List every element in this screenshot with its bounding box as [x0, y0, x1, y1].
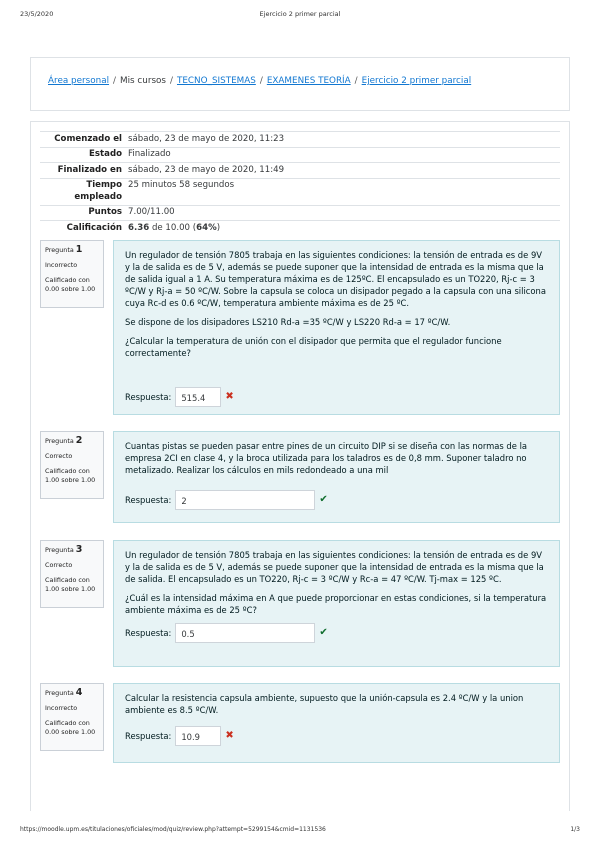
question-label: Pregunta [45, 689, 74, 697]
summary-value: 7.00/11.00 [125, 205, 560, 221]
question-text: Cuantas pistas se pueden pasar entre pines de un circuito DIP si se diseña con las normas de la empresa 2CI en clase 4, y la broca utilizada para los taladros es de 0,8 mm. Suponer taladro no metalizado. Realizar los cálculos en mils redondeado a una mil [125, 441, 528, 475]
question-state: Incorrecto [45, 261, 78, 269]
question-text: Calcular la resistencia capsula ambiente, supuesto que la unión-capsula es 2.4 ºC/W y la union ambiente es 8.5 ºC/W. [125, 693, 524, 715]
question-2-info [40, 431, 104, 499]
summary-label: Finalizado en [40, 163, 125, 179]
breadcrumb-separator: / [354, 76, 358, 86]
answer-row [125, 623, 548, 643]
summary-label: Tiempo empleado [40, 178, 125, 205]
answer-field[interactable]: 2 [175, 490, 315, 510]
print-header [20, 10, 580, 20]
print-title: Ejercicio 2 primer parcial [259, 10, 341, 18]
summary-label: Puntos [40, 205, 125, 221]
print-url: https://moodle.upm.es/titulaciones/oficiales/mod/quiz/review.php?attempt=5299154&cmid=1131536 [20, 826, 326, 833]
summary-row-state [40, 147, 560, 163]
question-text: Un regulador de tensión 7805 trabaja en las siguientes condiciones: la tensión de entrada es de 9V y la de salida es de 5 V, además se puede suponer que la intensidad de entrada es la misma que la de salida igual a 1 A. Su temperatura máxima es de 125ºC. El encapsulado es un TO220, Rj-c = 3 ºC/W y Rj-a = 50 ºC/W. Sobre la capsula se coloca un disipador pegado a la capsula con una silicona cuya Rc-d es 0.6 ºC/W, temperatura ambiente máxima es de 25 ºC. [125, 250, 546, 308]
answer-label: Respuesta: [125, 628, 172, 638]
question-state: Correcto [45, 452, 73, 460]
breadcrumb [48, 76, 471, 86]
print-date: 23/5/2020 [20, 10, 54, 18]
answer-row [125, 387, 548, 407]
answer-row [125, 490, 548, 510]
print-page-number: 1/3 [570, 826, 580, 833]
question-text: ¿Calcular la temperatura de unión con el disipador que permita que el regulador funcione correctamente? [125, 336, 502, 358]
question-label: Pregunta [45, 546, 74, 554]
question-text: ¿Cuál es la intensidad máxima en A que puede proporcionar en estas condiciones, si la temperatura ambiente máxima es de 25 ºC? [125, 593, 547, 615]
answer-label: Respuesta: [125, 392, 172, 402]
question-1-info [40, 240, 104, 308]
summary-label: Comenzado el [40, 132, 125, 148]
breadcrumb-quiz[interactable]: Ejercicio 2 primer parcial [361, 76, 472, 86]
breadcrumb-separator: / [113, 76, 116, 86]
question-score: Calificado con 1.00 sobre 1.00 [45, 576, 96, 593]
question-label: Pregunta [45, 246, 74, 254]
breadcrumb-separator: / [170, 76, 173, 86]
question-score: Calificado con 0.00 sobre 1.00 [45, 719, 96, 736]
incorrect-icon: ✖ [225, 391, 234, 402]
breadcrumb-section[interactable]: EXAMENES TEORÍA [266, 76, 351, 86]
breadcrumb-separator: / [259, 76, 263, 86]
grade-value: 6.36 [128, 222, 150, 233]
answer-field[interactable]: 10.9 [175, 726, 221, 746]
question-number: 3 [75, 544, 83, 555]
question-state: Correcto [45, 561, 73, 569]
attempt-summary-table [40, 131, 560, 236]
question-number: 4 [75, 687, 83, 698]
answer-field[interactable]: 515.4 [175, 387, 221, 407]
question-text: Se dispone de los disipadores LS210 Rd-a =35 ºC/W y LS220 Rd-a = 17 ºC/W. [125, 317, 451, 327]
incorrect-icon: ✖ [225, 730, 234, 741]
question-text: Un regulador de tensión 7805 trabaja en las siguientes condiciones: la tensión de entrada es de 9V y la de salida es de 5 V, además se puede suponer que la intensidad de entrada es la misma que la de salida. El encapsulado es un TO220, Rj-c = 3 ºC/W y Rc-a = 47 ºC/W. Tj-max = 125 ºC. [125, 550, 544, 584]
summary-value: 25 minutos 58 segundos [125, 178, 560, 205]
answer-label: Respuesta: [125, 731, 172, 741]
summary-row-started [40, 132, 560, 148]
breadcrumb-mis-cursos: Mis cursos [120, 76, 166, 86]
question-4-content [113, 683, 560, 763]
question-state: Incorrecto [45, 704, 78, 712]
question-3-info [40, 540, 104, 608]
grade-percent: 64% [196, 222, 217, 233]
question-3-content [113, 540, 560, 667]
question-score: Calificado con 0.00 sobre 1.00 [45, 276, 96, 293]
summary-label: Estado [40, 147, 125, 163]
question-1-content [113, 240, 560, 415]
question-4-info [40, 683, 104, 751]
answer-label: Respuesta: [125, 495, 172, 505]
grade-mid: de 10.00 ( [151, 222, 197, 233]
summary-row-grade [40, 221, 560, 236]
print-footer [20, 826, 580, 836]
correct-icon: ✔ [319, 627, 328, 638]
breadcrumb-area-personal[interactable]: Área personal [48, 76, 110, 86]
summary-value: sábado, 23 de mayo de 2020, 11:49 [125, 163, 560, 179]
question-2-content [113, 431, 560, 523]
question-number: 2 [75, 435, 83, 446]
summary-value: Finalizado [125, 147, 560, 163]
correct-icon: ✔ [319, 494, 328, 505]
question-number: 1 [75, 244, 83, 255]
breadcrumb-course[interactable]: TECNO_SISTEMAS [176, 76, 256, 86]
question-score: Calificado con 1.00 sobre 1.00 [45, 467, 96, 484]
summary-value: sábado, 23 de mayo de 2020, 11:23 [125, 132, 560, 148]
summary-label: Calificación [40, 221, 125, 236]
summary-grade [125, 221, 560, 236]
summary-row-time [40, 178, 560, 205]
question-label: Pregunta [45, 437, 74, 445]
summary-row-finished [40, 163, 560, 179]
summary-row-points [40, 205, 560, 221]
answer-field[interactable]: 0.5 [175, 623, 315, 643]
breadcrumb-card [30, 57, 570, 111]
grade-end: ) [216, 222, 221, 233]
answer-row [125, 726, 548, 746]
